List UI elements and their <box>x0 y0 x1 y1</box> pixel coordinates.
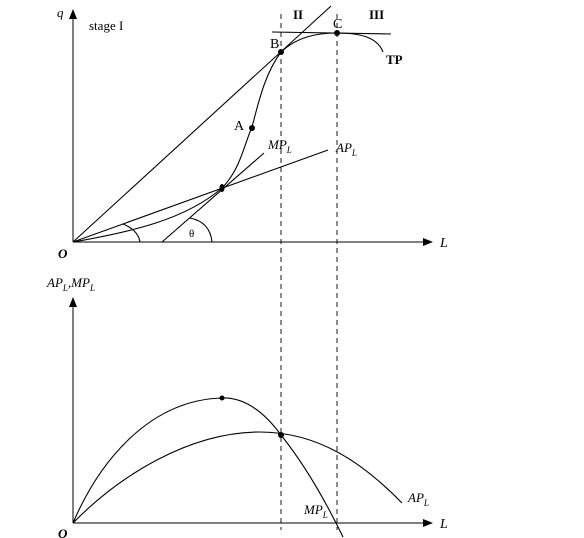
point-a-label: A <box>234 119 245 134</box>
mp-curve-label: $MP_L$ <box>304 502 328 520</box>
stage-2-label: II <box>293 7 304 22</box>
point-b-label: B <box>270 37 280 52</box>
mp-line-label: $MP_L$ <box>268 137 292 155</box>
top-panel <box>57 5 448 530</box>
top-y-axis-label: q <box>57 5 64 20</box>
ap-max-point <box>278 432 284 438</box>
mp-curve <box>73 398 343 537</box>
stage-1-label: stage I <box>89 18 124 33</box>
ap-line <box>73 150 328 242</box>
top-x-axis-label: L <box>440 236 448 251</box>
mp-line <box>162 153 264 242</box>
bottom-panel <box>46 275 448 538</box>
ap-curve-label: $AP_L$ <box>408 490 429 508</box>
bottom-y-axis-label: $AP_L,MP_L$ <box>47 275 95 293</box>
ap-line-label: $AP_L$ <box>336 140 357 158</box>
bottom-origin-label: O <box>58 526 68 538</box>
bottom-x-axis-label: L <box>440 517 448 532</box>
point-a <box>249 125 255 131</box>
inflection-point <box>220 184 225 192</box>
top-origin-label: O <box>58 246 68 261</box>
ap-angle-arc <box>123 224 140 242</box>
angle-theta-label: θ <box>189 228 195 240</box>
tp-curve <box>73 33 383 242</box>
stage-3-label: III <box>369 7 385 22</box>
mp-max-point <box>220 396 225 401</box>
point-c-label: C <box>333 17 343 32</box>
tp-label: TP <box>386 52 403 67</box>
